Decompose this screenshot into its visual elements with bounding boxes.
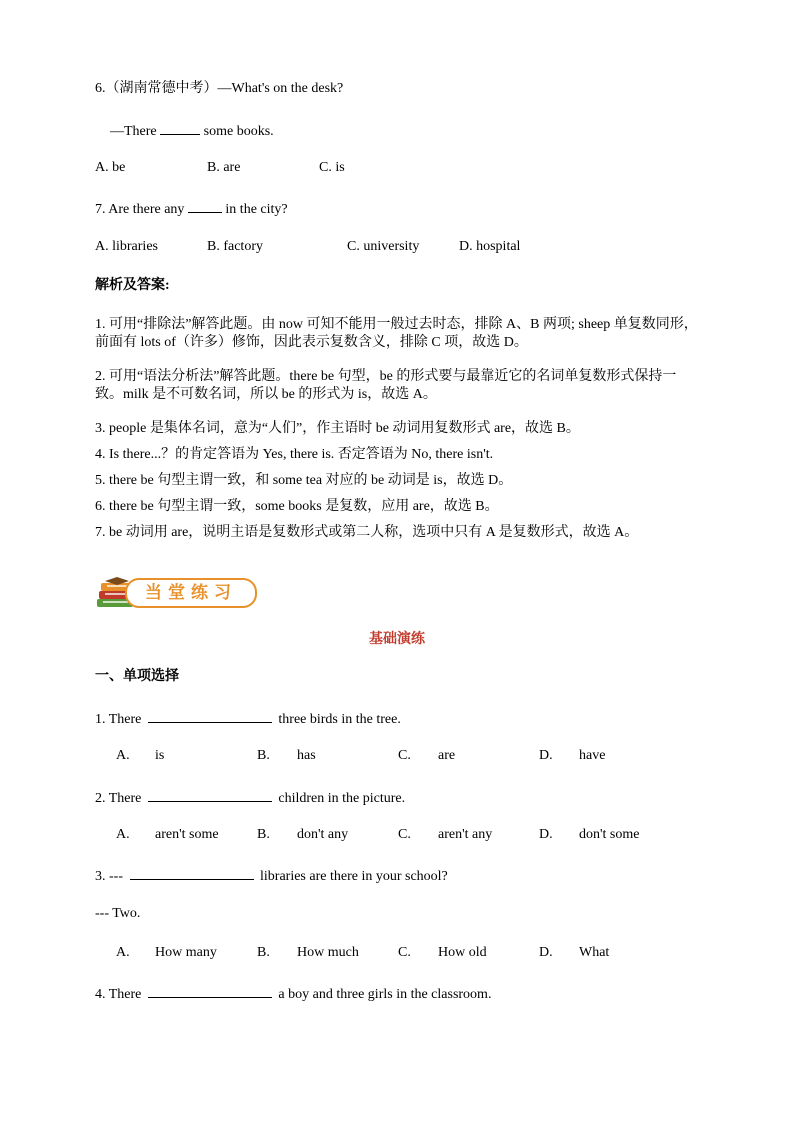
exercise-2-option-c-letter[interactable]: C. <box>398 827 411 842</box>
part-heading: 一、单项选择 <box>95 669 179 684</box>
exercise-2-option-a-letter[interactable]: A. <box>116 827 130 842</box>
exercise-2-option-c-text[interactable]: aren't any <box>438 827 493 842</box>
exercise-2-post: children in the picture. <box>278 791 406 806</box>
answer-4: 4. Is there...？的肯定答语为 Yes, there is. 否定答语为 No, there isn't. <box>95 447 494 462</box>
exercise-4-line <box>95 983 491 1004</box>
exercise-2-option-a-text[interactable]: aren't some <box>155 827 219 842</box>
exercise-2-line <box>95 787 405 808</box>
exercise-1-option-c-text[interactable]: are <box>438 748 456 763</box>
exercise-3-reply: --- Two. <box>95 906 141 921</box>
answer-1: 1. 可用“排除法”解答此题。由 now 可知不能用一般过去时态，排除 A、B 两项; sheep 单复数同形，前面有 lots of（许多）修饰，因此表示复数含义，排除 C 项，故选 D。 <box>95 317 698 350</box>
question-7-pre: 7. Are there any <box>95 202 185 217</box>
exercise-1-option-b-text[interactable]: has <box>297 748 316 763</box>
exercise-1-pre: 1. There <box>95 712 142 727</box>
exercise-3-option-d-letter[interactable]: D. <box>539 945 553 960</box>
question-7-option-d[interactable]: D. hospital <box>459 239 521 254</box>
question-7-blank[interactable] <box>188 198 222 213</box>
banner-label: 当堂练习 <box>125 578 257 608</box>
answer-5: 5. there be 句型主谓一致，和 some tea 对应的 be 动词是 is，故选 D。 <box>95 473 513 488</box>
question-7-post: in the city? <box>225 202 288 217</box>
exercise-3-option-b-letter[interactable]: B. <box>257 945 270 960</box>
exercise-1-line <box>95 708 401 729</box>
answers-heading: 解析及答案: <box>95 278 170 293</box>
exercise-4-post: a boy and three girls in the classroom. <box>278 987 492 1002</box>
answer-3: 3. people 是集体名词，意为“人们”，作主语时 be 动词用复数形式 are，故选 B。 <box>95 421 580 436</box>
question-6-line2 <box>110 120 274 141</box>
exercise-1-option-b-letter[interactable]: B. <box>257 748 270 763</box>
question-6-pre: —There <box>110 124 157 139</box>
question-6-blank[interactable] <box>160 120 200 135</box>
exercise-3-blank[interactable] <box>130 865 254 880</box>
practice-banner <box>95 575 260 611</box>
exercise-3-option-b-text[interactable]: How much <box>297 945 359 960</box>
question-7-line <box>95 198 288 219</box>
exercise-1-option-d-letter[interactable]: D. <box>539 748 553 763</box>
exercise-3-line <box>95 865 448 886</box>
question-6-option-a[interactable]: A. be <box>95 160 126 175</box>
answer-7: 7. be 动词用 are，说明主语是复数形式或第二人称，选项中只有 A 是复数形式，故选 A。 <box>95 525 639 540</box>
exercise-3-option-c-text[interactable]: How old <box>438 945 487 960</box>
exercise-1-post: three birds in the tree. <box>278 712 401 727</box>
exercise-2-option-d-letter[interactable]: D. <box>539 827 553 842</box>
section-title: 基础演练 <box>369 632 425 647</box>
exercise-1-option-c-letter[interactable]: C. <box>398 748 411 763</box>
question-6-text: 6.（湖南常德中考）—What's on the desk? <box>95 81 344 96</box>
exercise-3-option-a-text[interactable]: How many <box>155 945 217 960</box>
question-7-option-b[interactable]: B. factory <box>207 239 263 254</box>
exercise-3-option-c-letter[interactable]: C. <box>398 945 411 960</box>
exercise-1-blank[interactable] <box>148 708 272 723</box>
exercise-3-pre: 3. --- <box>95 869 123 884</box>
exercise-1-option-d-text[interactable]: have <box>579 748 606 763</box>
exercise-2-option-d-text[interactable]: don't some <box>579 827 640 842</box>
exercise-1-option-a-text[interactable]: is <box>155 748 165 763</box>
answer-6: 6. there be 句型主谓一致，some books 是复数，应用 are，故选 B。 <box>95 499 499 514</box>
exercise-3-post: libraries are there in your school? <box>260 869 448 884</box>
question-7-option-c[interactable]: C. university <box>347 239 420 254</box>
question-7-option-a[interactable]: A. libraries <box>95 239 158 254</box>
exercise-2-option-b-text[interactable]: don't any <box>297 827 349 842</box>
exercise-1-option-a-letter[interactable]: A. <box>116 748 130 763</box>
question-6-option-b[interactable]: B. are <box>207 160 241 175</box>
question-6-post: some books. <box>203 124 274 139</box>
exercise-4-pre: 4. There <box>95 987 142 1002</box>
exercise-2-blank[interactable] <box>148 787 272 802</box>
exercise-3-option-d-text[interactable]: What <box>579 945 610 960</box>
exercise-4-blank[interactable] <box>148 983 272 998</box>
answer-2: 2. 可用“语法分析法”解答此题。there be 句型，be 的形式要与最靠近它的名词单复数形式保持一致。milk 是不可数名词，所以 be 的形式为 is，故选 A。 <box>95 369 677 402</box>
question-6-option-c[interactable]: C. is <box>319 160 345 175</box>
exercise-2-pre: 2. There <box>95 791 142 806</box>
exercise-3-option-a-letter[interactable]: A. <box>116 945 130 960</box>
exercise-2-option-b-letter[interactable]: B. <box>257 827 270 842</box>
